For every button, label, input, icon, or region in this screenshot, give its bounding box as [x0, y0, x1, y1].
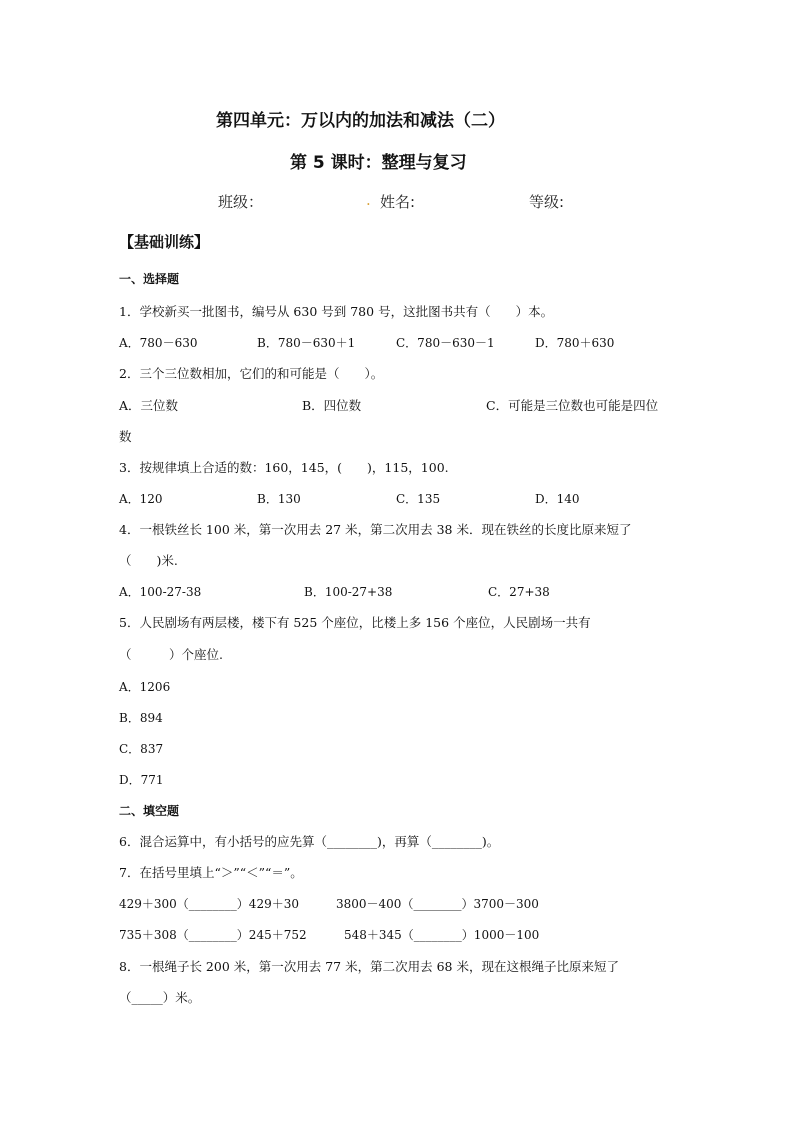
- q2-option-a: A．三位数: [119, 398, 179, 413]
- q3-option-d: D．140: [535, 492, 580, 506]
- question-7: 7．在括号里填上“＞”“＜”“＝”。: [119, 865, 303, 880]
- page-title: 第四单元：万以内的加法和减法（二）: [216, 111, 505, 131]
- question-5-cont: （ ）个座位.: [119, 647, 223, 662]
- q7-row1-left: 429＋300（________）429＋30: [119, 897, 299, 911]
- question-4-cont: （ )米.: [119, 553, 178, 568]
- q2-option-c-cont: 数: [119, 429, 132, 444]
- q2-option-b: B．四位数: [302, 398, 362, 413]
- question-2: 2．三个三位数相加，它们的和可能是（ ）。: [119, 366, 384, 381]
- question-5: 5．人民剧场有两层楼，楼下有 525 个座位，比楼上多 156 个座位，人民剧场一共有: [119, 615, 591, 630]
- q4-option-c: C．27+38: [488, 585, 550, 599]
- q1-option-b: B．780－630＋1: [257, 336, 356, 350]
- q3-option-b: B．130: [257, 492, 301, 506]
- q1-option-d: D．780＋630: [535, 336, 615, 350]
- q3-option-a: A．120: [119, 492, 163, 506]
- part2-title: 二、填空题: [119, 804, 180, 818]
- page-subtitle: 第 5 课时：整理与复习: [290, 153, 467, 173]
- question-3: 3．按规律填上合适的数：160，145，( )，115，100.: [119, 460, 449, 475]
- q3-option-c: C．135: [396, 492, 441, 506]
- q1-option-a: A．780－630: [119, 336, 198, 350]
- q4-option-a: A．100-27-38: [119, 585, 202, 599]
- q7-row2-left: 735＋308（________）245＋752: [119, 928, 307, 942]
- separator-dot: .: [366, 191, 371, 209]
- class-label: 班级：: [218, 193, 264, 211]
- q2-option-c: C．可能是三位数也可能是四位: [486, 398, 659, 413]
- name-label: 姓名:: [380, 193, 416, 211]
- q5-option-d: D．771: [119, 773, 164, 787]
- question-6: 6．混合运算中，有小括号的应先算（________)，再算（________)。: [119, 834, 500, 849]
- grade-label: 等级:: [529, 193, 565, 211]
- q7-row1-right: 3800－400（________）3700－300: [336, 897, 539, 911]
- q5-option-c: C．837: [119, 742, 164, 756]
- section-title: 【基础训练】: [119, 233, 210, 251]
- q5-option-a: A．1206: [119, 680, 171, 694]
- question-8: 8．一根绳子长 200 米，第一次用去 77 米，第二次用去 68 米，现在这根绳子比原来短了: [119, 959, 619, 974]
- part1-title: 一、选择题: [119, 272, 180, 286]
- question-1: 1．学校新买一批图书，编号从 630 号到 780 号，这批图书共有（ ）本。: [119, 304, 554, 319]
- q1-option-c: C．780－630－1: [396, 336, 495, 350]
- question-4: 4．一根铁丝长 100 米，第一次用去 27 米，第二次用去 38 米．现在铁丝的长度比原来短了: [119, 522, 632, 537]
- q5-option-b: B．894: [119, 711, 163, 725]
- q4-option-b: B．100-27+38: [304, 585, 393, 599]
- q7-row2-right: 548＋345（________）1000－100: [344, 928, 540, 942]
- question-8-cont: （_____）米。: [119, 990, 201, 1005]
